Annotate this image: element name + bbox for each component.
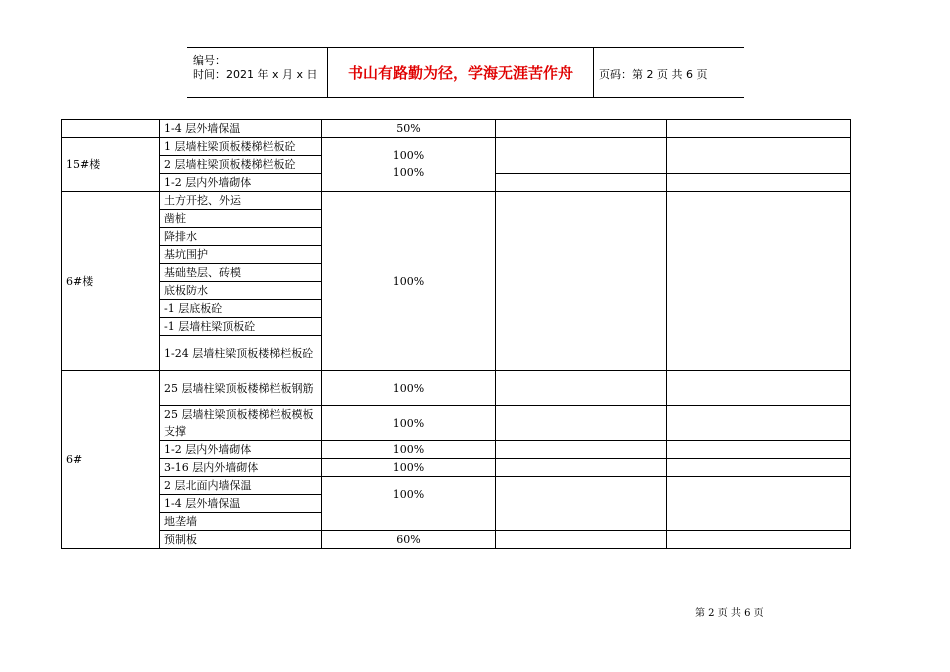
progress-pct: 100% — [322, 459, 496, 477]
empty-cell — [667, 120, 851, 138]
empty-cell — [496, 192, 667, 371]
work-item: -1 层底板砼 — [160, 300, 322, 318]
work-item: 基础垫层、砖模 — [160, 264, 322, 282]
work-item: 底板防水 — [160, 282, 322, 300]
table-row — [62, 477, 851, 495]
empty-cell — [496, 174, 667, 192]
work-item: 凿桩 — [160, 210, 322, 228]
empty-cell — [667, 459, 851, 477]
work-item: 3-16 层内外墙砌体 — [160, 459, 322, 477]
empty-cell — [667, 192, 851, 371]
table-row — [62, 406, 851, 441]
progress-table — [61, 119, 851, 549]
empty-cell — [667, 138, 851, 174]
work-item: 1-4 层外墙保温 — [160, 495, 322, 513]
progress-pct: 50% — [322, 120, 496, 138]
empty-cell — [496, 441, 667, 459]
work-item: 1-2 层内外墙砌体 — [160, 441, 322, 459]
empty-cell — [496, 459, 667, 477]
page-code: 页码：第 2 页 共 6 页 — [599, 68, 708, 81]
page-footer: 第 2 页 共 6 页 — [695, 608, 764, 619]
work-item: 土方开挖、外运 — [160, 192, 322, 210]
empty-cell — [667, 441, 851, 459]
table-row — [62, 120, 851, 138]
empty-cell — [667, 531, 851, 549]
table-row — [62, 531, 851, 549]
progress-pct: 100% — [322, 406, 496, 441]
date-label: 时间：2021 年 x 月 x 日 — [193, 68, 318, 81]
progress-pct: 60% — [322, 531, 496, 549]
building-name: 6#楼 — [62, 192, 160, 371]
progress-pct-group — [322, 138, 496, 192]
empty-cell — [496, 477, 667, 531]
work-item: 2 层北面内墙保温 — [160, 477, 322, 495]
work-item: -1 层墙柱梁顶板砼 — [160, 318, 322, 336]
document-header — [187, 47, 744, 98]
empty-cell — [667, 371, 851, 406]
table-row — [62, 192, 851, 210]
work-item: 25 层墙柱梁顶板楼梯栏板钢筋 — [160, 371, 322, 406]
progress-pct: 100% — [392, 166, 425, 179]
work-item: 1-2 层内外墙砌体 — [160, 174, 322, 192]
work-item: 地垄墙 — [160, 513, 322, 531]
progress-pct: 100% — [322, 477, 496, 531]
progress-pct: 100% — [322, 441, 496, 459]
building-cell — [62, 120, 160, 138]
serial-label: 编号： — [193, 54, 226, 67]
table-row — [62, 138, 851, 156]
header-meta-cell — [187, 48, 328, 97]
work-item: 基坑围护 — [160, 246, 322, 264]
table-row — [62, 441, 851, 459]
progress-pct: 100% — [322, 192, 496, 371]
empty-cell — [496, 531, 667, 549]
work-item: 25 层墙柱梁顶板楼梯栏板模板支撑 — [160, 406, 322, 441]
empty-cell — [667, 406, 851, 441]
empty-cell — [667, 174, 851, 192]
building-name: 6# — [62, 371, 160, 549]
work-item: 降排水 — [160, 228, 322, 246]
empty-cell — [496, 371, 667, 406]
table-row — [62, 459, 851, 477]
work-item: 1-24 层墙柱梁顶板楼梯栏板砼 — [160, 336, 322, 371]
work-item: 2 层墙柱梁顶板楼梯栏板砼 — [160, 156, 322, 174]
empty-cell — [496, 120, 667, 138]
progress-pct: 100% — [322, 371, 496, 406]
empty-cell — [667, 477, 851, 531]
work-item: 1 层墙柱梁顶板楼梯栏板砼 — [160, 138, 322, 156]
building-name: 15#楼 — [62, 138, 160, 192]
empty-cell — [496, 138, 667, 174]
motto: 书山有路勤为径，学海无涯苦作舟 — [328, 48, 594, 97]
progress-pct: 100% — [392, 149, 425, 162]
table-row — [62, 371, 851, 406]
work-item: 1-4 层外墙保温 — [160, 120, 322, 138]
empty-cell — [496, 406, 667, 441]
work-item: 预制板 — [160, 531, 322, 549]
